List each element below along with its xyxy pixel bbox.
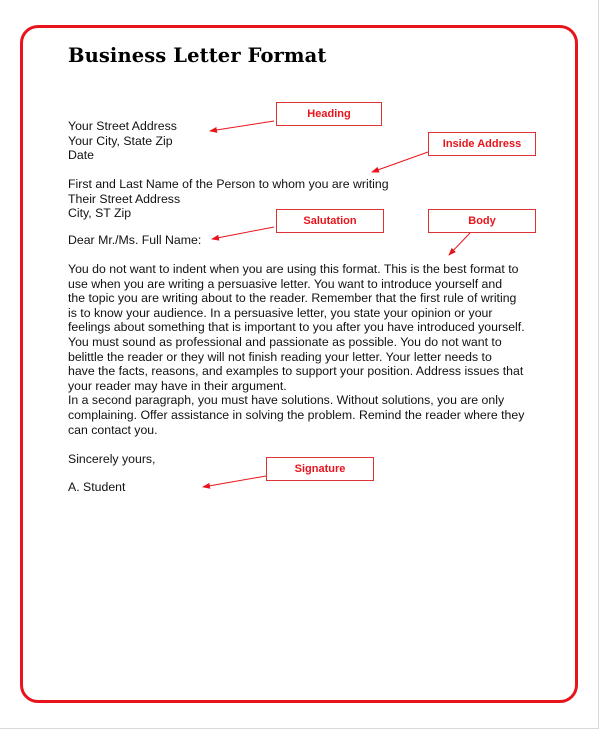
body-line: belittle the reader or they will not finish reading your letter. Your letter needs to: [68, 349, 492, 364]
sender-street: Your Street Address: [68, 119, 177, 133]
salutation-text: Dear Mr./Ms. Full Name:: [68, 233, 202, 247]
body-line: your reader may have in their argument.: [68, 378, 287, 393]
inside-address-arrow: [372, 152, 428, 172]
body-line: is to know your audience. In a persuasive letter, you state your opinion or your: [68, 305, 493, 320]
signature-arrow: [203, 476, 266, 487]
body-line: complaining. Offer assistance in solving the problem. Remind the reader where they: [68, 407, 525, 422]
body-line: have the facts, reasons, and examples to support your position. Address issues that: [68, 364, 524, 379]
letter-date: Date: [68, 148, 94, 163]
recipient-name: First and Last Name of the Person to whom you are writing: [68, 177, 389, 191]
salutation-callout-label: Salutation: [303, 215, 357, 227]
recipient-city: City, ST Zip: [68, 206, 132, 221]
signature-callout-label: Signature: [294, 463, 346, 475]
body-line: can contact you.: [68, 422, 158, 437]
body-line: feelings about something that is important to you after you have introduced yourself.: [68, 320, 525, 335]
heading-callout-label: Heading: [307, 108, 351, 120]
sender-city-state-zip: Your City, State Zip: [68, 133, 173, 148]
recipient-street: Their Street Address: [68, 191, 181, 206]
heading-arrow: [210, 121, 274, 131]
body-line: You do not want to indent when you are using this format. This is the best format to: [68, 262, 519, 276]
body-line: In a second paragraph, you must have solutions. Without solutions, you are only: [68, 393, 505, 408]
closing-text: Sincerely yours,: [68, 452, 156, 466]
body-line: the topic you are writing about to the reader. Remember that the first rule of writing: [68, 291, 517, 306]
inside-address-callout-label: Inside Address: [442, 138, 522, 150]
body-callout-label: Body: [468, 215, 496, 227]
signature-text: A. Student: [68, 480, 126, 494]
body-line: You must sound as professional and passionate as possible. You do not want to: [68, 334, 502, 349]
salutation-arrow: [212, 227, 274, 239]
body-arrow: [449, 233, 470, 255]
body-line: use when you are writing a persuasive letter. You want to introduce yourself and: [68, 276, 503, 291]
page-title: Business Letter Format: [68, 44, 327, 67]
